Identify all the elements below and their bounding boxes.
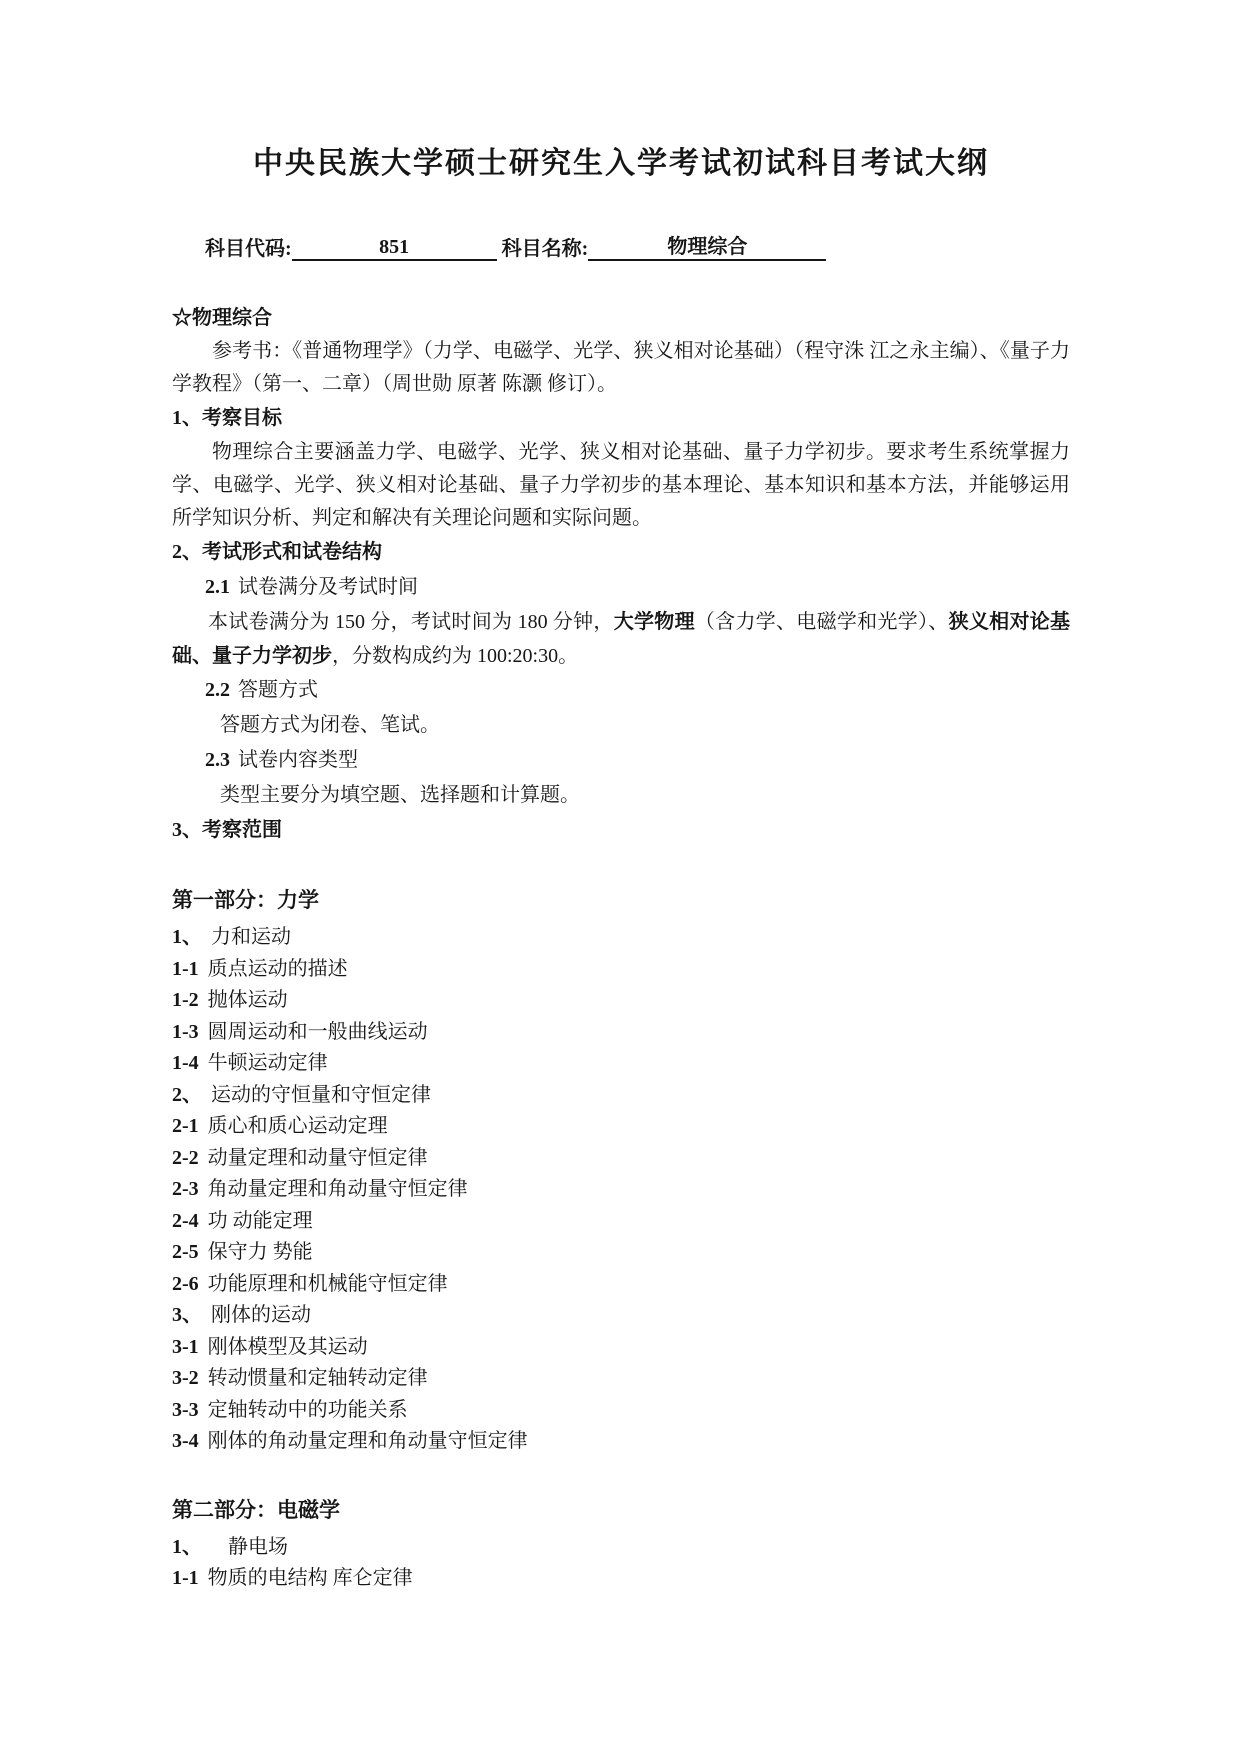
content-type-text: 类型主要分为填空题、选择题和计算题。 (220, 784, 580, 806)
list-item-num: 3-1 (172, 1335, 199, 1358)
list-item (172, 1237, 1070, 1269)
list-item-num: 1-4 (172, 1052, 199, 1074)
sub-heading-2-1-title: 试卷满分及考试时间 (238, 576, 418, 598)
list-item-num: 2-2 (172, 1146, 199, 1169)
list-item (172, 1363, 1070, 1395)
score-structure-part1: 本试卷满分为 150 分，考试时间为 180 分钟， (208, 611, 614, 633)
sub-heading-2-3-title: 试卷内容类型 (238, 749, 358, 771)
list-item (172, 1532, 1070, 1564)
subject-line (205, 232, 1070, 261)
list-item (172, 1017, 1070, 1049)
list-item-num: 2、 (172, 1083, 202, 1106)
list-item (172, 1395, 1070, 1427)
list-item-text: 力和运动 (211, 926, 291, 948)
list-item-text: 圆周运动和一般曲线运动 (207, 1020, 428, 1043)
answer-mode-text: 答题方式为闭卷、笔试。 (220, 714, 440, 736)
subject-name-value: 物理综合 (588, 235, 826, 261)
reference-books-text: 参考书：《普通物理学》（力学、电磁学、光学、狭义相对论基础）（程守洙 江之永主编）、《量子力学教程》（第一、二章）（周世勋 原著 陈灏 修订）。 (172, 340, 1070, 395)
subject-name-label: 科目名称: (501, 238, 589, 260)
list-item-text: 转动惯量和定轴转动定律 (207, 1367, 428, 1389)
overview-heading: ☆物理综合 (172, 307, 272, 329)
sub-heading-2-1 (205, 570, 1070, 605)
list-item (172, 1269, 1070, 1301)
list-item-text: 角动量定理和角动量守恒定律 (207, 1178, 468, 1200)
list-item (172, 1206, 1070, 1238)
list-item (172, 922, 1070, 954)
sub-heading-2-2 (205, 673, 1070, 708)
list-item-num: 2-5 (172, 1241, 199, 1263)
list-item-text: 刚体的角动量定理和角动量守恒定律 (207, 1430, 528, 1452)
list-item-text: 刚体的运动 (211, 1304, 311, 1326)
sub-heading-2-3 (205, 743, 1070, 778)
list-item-num: 1-1 (172, 1567, 199, 1589)
list-item-num: 3-2 (172, 1367, 199, 1389)
list-item (172, 1048, 1070, 1080)
list-item-num: 1-3 (172, 1020, 199, 1043)
list-item (172, 1563, 1070, 1595)
subject-code-label: 科目代码: (205, 238, 292, 260)
list-item-text: 质点运动的描述 (207, 957, 348, 980)
list-item (172, 1300, 1070, 1332)
list-item-num: 2-1 (172, 1115, 199, 1137)
list-item-num: 3、 (172, 1304, 202, 1326)
list-item-text: 牛顿运动定律 (207, 1052, 328, 1074)
list-item-num: 3-4 (172, 1430, 199, 1452)
part-2-heading: 第二部分：电磁学 (172, 1497, 340, 1522)
list-item-text: 运动的守恒量和守恒定律 (211, 1083, 431, 1106)
list-item-text: 质心和质心运动定理 (207, 1115, 388, 1137)
list-item-text: 抛体运动 (207, 989, 288, 1011)
list-item (172, 1332, 1070, 1364)
list-item-text: 保守力 势能 (207, 1241, 313, 1263)
score-structure-text (172, 605, 1070, 673)
list-item-text: 动量定理和动量守恒定律 (207, 1146, 428, 1169)
list-item-text: 刚体模型及其运动 (207, 1335, 368, 1358)
score-structure-part3: ，分数构成约为 100:20:30。 (332, 645, 579, 667)
score-structure-bold1: 大学物理 (613, 611, 695, 633)
sub-heading-2-3-num: 2.3 (205, 749, 230, 771)
score-structure-part2: （含力学、电磁学和光学）、 (694, 611, 949, 633)
sub-heading-2-1-num: 2.1 (205, 576, 230, 598)
part-1-heading: 第一部分：力学 (172, 888, 319, 912)
score-structure-bold2: 狭义相对论基础、量子力学初步 (172, 611, 1071, 667)
list-item-num: 2-6 (172, 1272, 199, 1295)
list-item-num: 1、 (172, 1535, 202, 1558)
section-1-body: 物理综合主要涵盖力学、电磁学、光学、狭义相对论基础、量子力学初步。要求考生系统掌握力学、电磁学、光学、狭义相对论基础、量子力学初步的基本理论、基本知识和基本方法，并能够运用所学知识分析、判定和解决有关理论问题和实际问题。 (172, 441, 1070, 529)
list-item-num: 2-3 (172, 1178, 199, 1200)
section-3-heading: 3、考察范围 (172, 819, 282, 841)
list-item (172, 1426, 1070, 1458)
list-item (172, 985, 1070, 1017)
list-item-text: 物质的电结构 库仑定律 (207, 1567, 413, 1589)
list-item-text: 功能原理和机械能守恒定律 (207, 1272, 448, 1295)
sub-heading-2-2-num: 2.2 (205, 679, 230, 701)
list-item-text: 定轴转动中的功能关系 (207, 1398, 408, 1421)
sub-heading-2-2-title: 答题方式 (238, 679, 318, 701)
section-1-heading: 1、考察目标 (172, 407, 282, 429)
list-item-num: 2-4 (172, 1209, 199, 1232)
list-item-num: 1-2 (172, 989, 199, 1011)
list-item-num: 3-3 (172, 1398, 199, 1421)
list-item (172, 1080, 1070, 1112)
list-item-text: 静电场 (228, 1535, 288, 1558)
list-item-num: 1-1 (172, 957, 199, 980)
subject-code-value: 851 (292, 235, 497, 261)
section-2-heading: 2、考试形式和试卷结构 (172, 541, 382, 563)
list-item (172, 1143, 1070, 1175)
part-2-electromagnetism (172, 1492, 1070, 1595)
part-1-mechanics (172, 882, 1070, 1458)
list-item (172, 954, 1070, 986)
list-item (172, 1174, 1070, 1206)
list-item (172, 1111, 1070, 1143)
list-item-text: 功 动能定理 (207, 1209, 313, 1232)
page-title: 中央民族大学硕士研究生入学考试初试科目考试大纲 (253, 147, 989, 180)
list-item-num: 1、 (172, 926, 202, 948)
